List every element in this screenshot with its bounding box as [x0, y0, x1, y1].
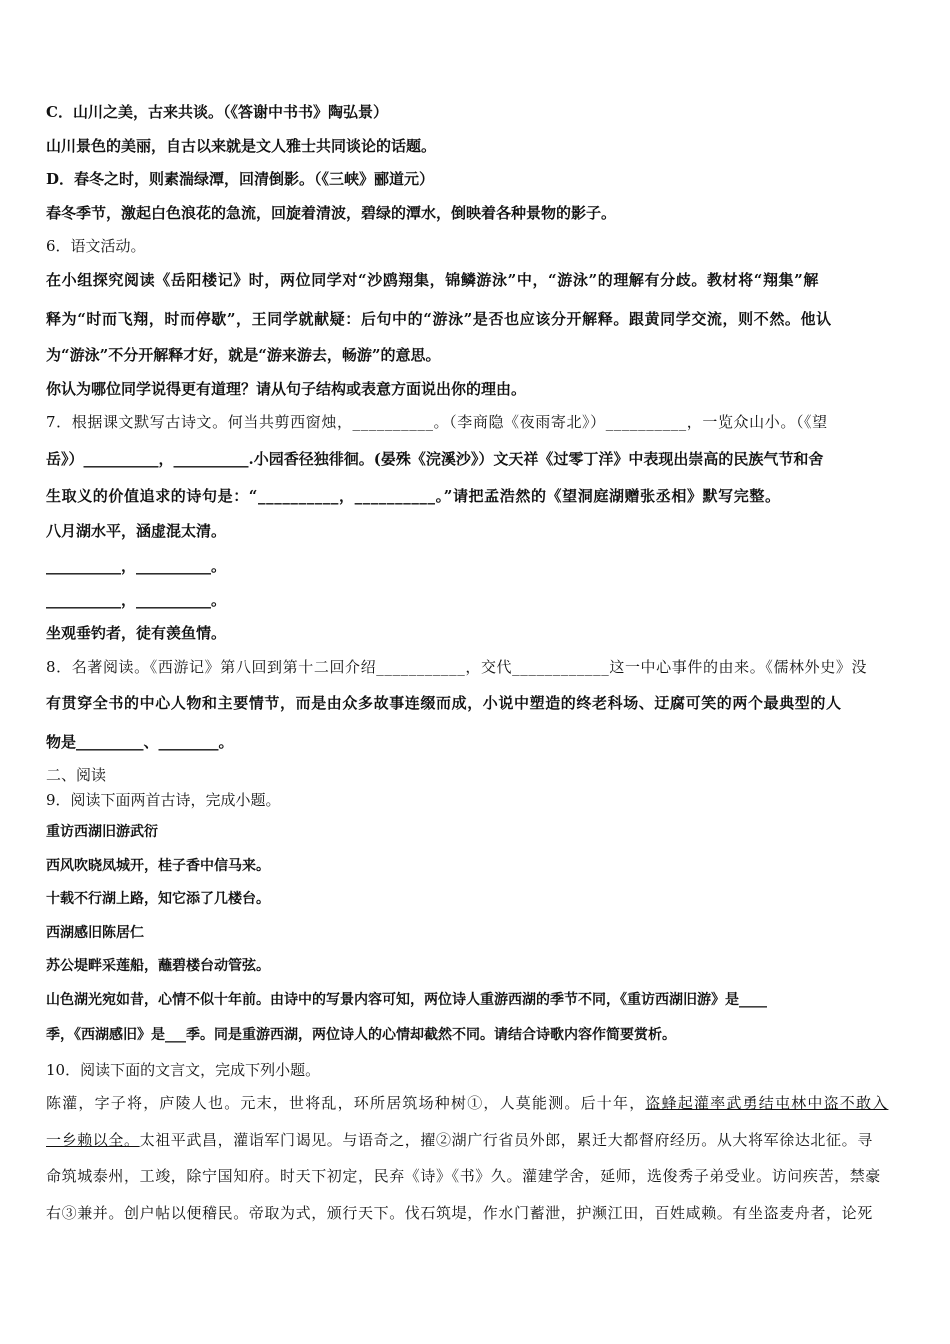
- q6-line: 为“游泳”不分开解释才好，就是“游来游去，畅游”的意思。: [46, 346, 441, 364]
- q9-question-line: 山色湖光宛如昔，心情不似十年前。由诗中的写景内容可知，两位诗人重游西湖的季节不同，《重访西湖旧游》是____: [46, 992, 767, 1008]
- q7-line: 生取义的价值追求的诗句是：“__________，__________。”请把孟浩然的《望洞庭湖赠张丞相》默写完整。: [46, 487, 781, 505]
- q7-poem-line: 坐观垂钓者，徒有羡鱼情。: [46, 624, 227, 642]
- q5-option-d: D．春冬之时，则素湍绿潭，回清倒影。（《三峡》郦道元）: [46, 170, 435, 188]
- q5-option-d-explanation: 春冬季节，激起白色浪花的急流，回旋着清波，碧绿的潭水，倒映着各种景物的影子。: [46, 204, 617, 222]
- q7-poem-line: 八月湖水平，涵虚混太清。: [46, 522, 227, 540]
- q9-poem1-line: 十载不行湖上路，知它添了几楼台。: [46, 891, 270, 907]
- q7-line: 7．根据课文默写古诗文。何当共剪西窗烛，__________。（李商隐《夜雨寄北》）__________，一览众山小。（《望: [46, 413, 828, 431]
- q10-underlined-sentence: 盗蜂起灌率武勇结屯林中盗不敢入: [645, 1094, 889, 1112]
- q9-poem1-line: 西风吹晓凤城开，桂子香中信马来。: [46, 858, 270, 874]
- q6-title: 6．语文活动。: [46, 237, 146, 255]
- q10-title: 10．阅读下面的文言文，完成下列小题。: [46, 1061, 321, 1079]
- q7-line: 岳》）__________，__________.小园香径独徘徊。(晏殊《浣溪沙》）文天祥《过零丁洋》中表现出崇高的民族气节和舍: [46, 450, 824, 468]
- q8-line: 物是_________、________。: [46, 733, 234, 751]
- q5-option-c-explanation: 山川景色的美丽，自古以来就是文人雅士共同谈论的话题。: [46, 137, 437, 155]
- q10-text-line: [46, 1093, 908, 1113]
- q5-option-c: C．山川之美，古来共谈。（《答谢中书书》陶弘景）: [46, 103, 388, 121]
- q10-underlined-sentence: 一乡赖以全。: [46, 1131, 140, 1149]
- q9-poem2-title: 西湖感旧陈居仁: [46, 925, 144, 941]
- q6-line: 你认为哪位同学说得更有道理？请从句子结构或表意方面说出你的理由。: [46, 380, 527, 398]
- q9-poem1-title: 重访西湖旧游武衍: [46, 824, 158, 840]
- q10-text-line: 右③兼并。创户帖以便稽民。帝取为式，颁行天下。伐石筑堤，作水门蓄泄，护濒江田，百姓咸赖。有坐盗麦舟者，论死: [46, 1204, 873, 1222]
- q9-title: 9．阅读下面两首古诗，完成小题。: [46, 791, 281, 809]
- q8-line: 8．名著阅读。《西游记》第八回到第十二回介绍___________，交代____________这一中心事件的由来。《儒林外史》没: [46, 658, 868, 676]
- q7-blank-line: __________，__________。: [46, 557, 227, 575]
- q10-text: 陈灌，字子将，庐陵人也。元末，世将乱，环所居筑场种树①，人莫能测。后十年，: [46, 1094, 646, 1112]
- q6-line: 释为“时而飞翔，时而停歇”，王同学就献疑：后句中的“游泳”是否也应该分开解释。跟黄同学交流，则不然。他认: [46, 310, 832, 328]
- q10-text-line: [46, 1130, 908, 1150]
- q10-text: 太祖平武昌，灌诣军门谒见。与语奇之，擢②湖广行省员外郎，累迁大都督府经历。从大将军徐达北征。寻: [139, 1131, 873, 1149]
- q10-text-line: 命筑城泰州，工竣，除宁国知府。时天下初定，民弃《诗》《书》久。灌建学舍，延师，选俊秀子弟受业。访问疾苦，禁豪: [46, 1167, 881, 1185]
- q6-line: 在小组探究阅读《岳阳楼记》时，两位同学对“沙鸥翔集，锦鳞游泳”中，“游泳”的理解有分歧。教材将“翔集”解: [46, 271, 819, 289]
- q9-poem2-line: 苏公堤畔采莲船，蘸碧楼台动管弦。: [46, 958, 270, 974]
- q8-line: 有贯穿全书的中心人物和主要情节，而是由众多故事连缀而成，小说中塑造的终老科场、迂腐可笑的两个最典型的人: [46, 694, 842, 712]
- q9-question-line: 季，《西湖感旧》是___季。同是重游西湖，两位诗人的心情却截然不同。请结合诗歌内容作简要赏析。: [46, 1027, 676, 1043]
- q7-blank-line: __________，__________。: [46, 591, 227, 609]
- section-title-reading: 二、阅读: [46, 766, 107, 784]
